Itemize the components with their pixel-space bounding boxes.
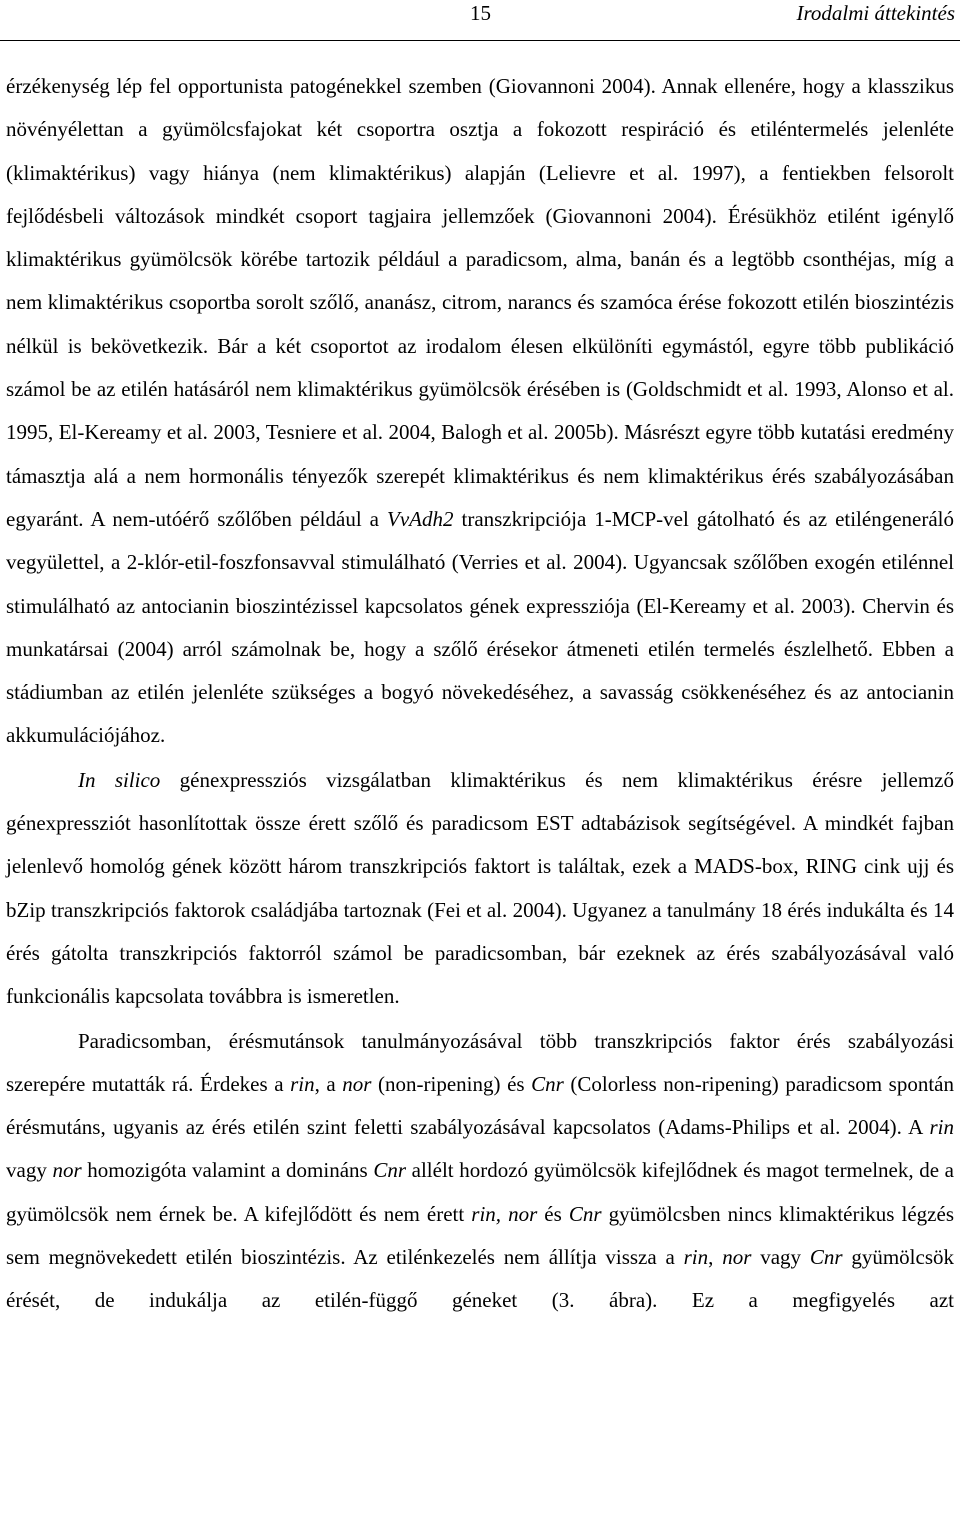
mutant-name: rin, nor: [471, 1201, 538, 1226]
running-title: Irodalmi áttekintés: [796, 1, 955, 25]
term-in-silico: In silico: [78, 767, 161, 792]
text-run: ,: [708, 1245, 723, 1270]
text-run: gyümölcsben nincs klimaktérikus légzés sem megnövekedett etilén bioszintézis. Az etilénkezelés nem állítja vissza a: [6, 1201, 954, 1270]
text-run: homozigóta valamint a domináns: [81, 1158, 374, 1183]
text-run: , a: [314, 1071, 343, 1096]
text-run: érzékenység lép fel opportunista patogénekkel szemben (Giovannoni 2004). Annak ellenére, hogy a klasszikus növényélettan a gyümölcsfajokat két csoportra osztja a fokozott respiráció és etiléntermelés jelenléte (klimaktérikus) vagy hiánya (nem klimaktérikus) alapján (Lelievre et al. 1997), a fentiekben felsorolt fejlődésbeli változások mindkét csoport tagjaira jellemzőek (Giovannoni 2004). Érésükhöz etilént igénylő klimaktérikus gyümölcsök körébe tartozik például a paradicsom, alma, banán és a legtöbb csonthéjas, míg a nem klimaktérikus csoportba sorolt szőlő, ananász, citrom, narancs és szamóca érése fokozott etilén bioszintézis nélkül is bekövetkezik. Bár a két csoportot az irodalom élesen elkülöníti egymástól, egyre több publikáció számol be az etilén hatásáról nem klimaktérikus gyümölcsök érésében is (Goldschmidt et al. 1993, Alonso et al. 1995, El-Kereamy et al. 2003, Tesniere et al. 2004, Balogh et al. 2005b). Másrészt egyre több kutatási eredmény támasztja alá a nem hormonális tényezők szerepét klimaktérikus és nem klimaktérikus érés szabályozásában egyaránt. A nem-utóérő szőlőben például a: [6, 74, 954, 531]
mutant-name: rin: [683, 1245, 709, 1270]
mutant-name: Cnr: [809, 1245, 843, 1270]
mutant-name: rin: [929, 1115, 954, 1140]
text-run: (non-ripening) és: [371, 1071, 532, 1096]
text-run: és: [537, 1201, 569, 1226]
mutant-name: rin: [290, 1071, 315, 1096]
text-run: allélt hordozó gyümölcsök kifejlődnek és magot termelnek, de a gyümölcsök nem érnek be. A kifejlődött és nem érett: [6, 1158, 954, 1226]
gene-name-vvadh2: VvAdh2: [387, 506, 454, 531]
page-number: 15: [470, 1, 491, 25]
text-run: transzkripciója 1-MCP-vel gátolható és az etiléngeneráló vegyülettel, a 2-klór-etil-foszfonsavval stimulálható (Verries et al. 2004). Ugyancsak szőlőben exogén etilénnel stimulálható az antocianin bioszintézissel kapcsolatos gének expressziója (El-Kereamy et al. 2003). Chervin és munkatársai (2004) arról számolnak be, hogy a szőlő érésekor átmeneti etilén termelés észlelhető. Ebben a stádiumban az etilén jelenléte szükséges a bogyó növekedéséhez, a savasság csökkenéséhez és az antocianin akkumulációjához.: [6, 506, 955, 748]
paragraph-1: [6, 65, 954, 758]
text-run: génexpressziós vizsgálatban klimaktérikus és nem klimaktérikus érésre jellemző génexpressziót hasonlítottak össze érett szőlő és paradicsom EST adtabázisok segítségével. A mindkét fajban jelenlevő homológ gének között három transzkripciós faktort is találtak, ezek a MADS-box, RING cink ujj és bZip transzkripciós faktorok családjába tartoznak (Fei et al. 2004). Ugyanez a tanulmány 18 érés indukálta és 14 érés gátolta transzkripciós faktorról számol be paradicsomban, bár ezeknek az érés szabályozásával való funkcionális kapcsolata továbbra is ismeretlen.: [6, 767, 954, 1009]
text-run: Paradicsomban, érésmutánsok tanulmányozásával több transzkripciós faktor érés szabályozási szerepére mutatták rá. Érdekes a: [6, 1028, 954, 1096]
text-run: gyümölcsök érését, de indukálja az etilén-függő géneket (3. ábra). Ez a megfigyelés azt: [6, 1245, 955, 1313]
mutant-name: nor: [722, 1245, 752, 1270]
mutant-name: nor: [342, 1071, 372, 1096]
body-text: [6, 65, 954, 1323]
mutant-name: Cnr: [568, 1201, 602, 1226]
mutant-name: Cnr: [531, 1071, 564, 1096]
paragraph-2: [6, 759, 954, 1019]
text-run: (Colorless non-ripening) paradicsom spontán érésmutáns, ugyanis az érés etilén szint feletti szabályozásával kapcsolatos (Adams-Philips et al. 2004). A: [6, 1071, 954, 1140]
text-run: vagy: [751, 1245, 810, 1270]
mutant-name: nor: [52, 1158, 82, 1183]
text-run: vagy: [6, 1158, 53, 1183]
paragraph-3: [6, 1020, 954, 1323]
page-header: [0, 0, 960, 41]
mutant-name: Cnr: [373, 1158, 407, 1183]
